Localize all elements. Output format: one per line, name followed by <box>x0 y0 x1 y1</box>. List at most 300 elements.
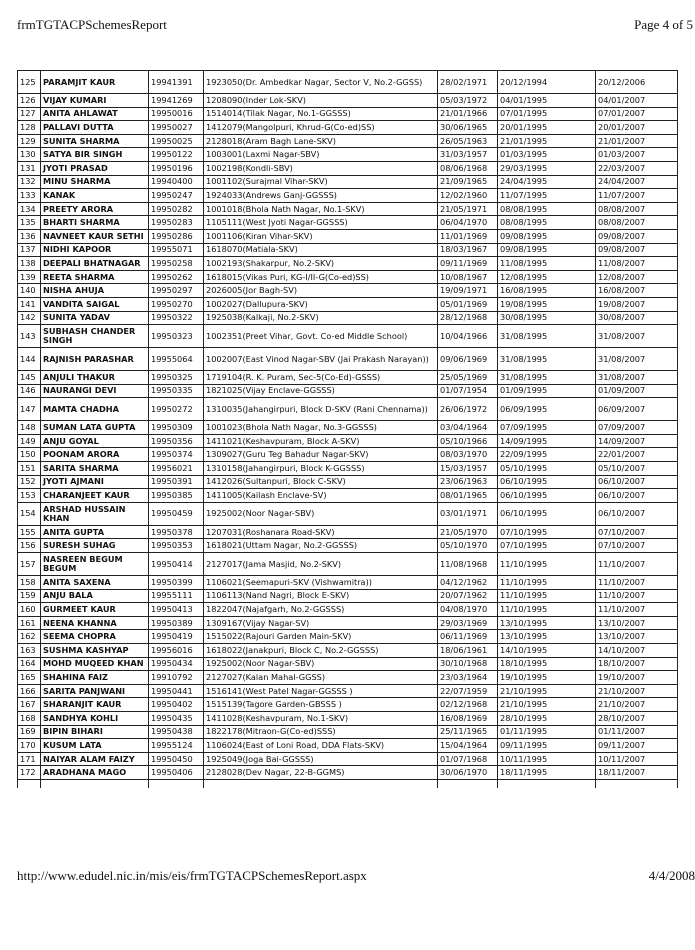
dob-cell: 09/06/1969 <box>438 348 498 371</box>
dob-cell: 25/11/1965 <box>438 725 498 739</box>
dob-cell: 06/04/1970 <box>438 216 498 230</box>
employee-id-cell: 19940400 <box>149 175 204 189</box>
dob-cell: 05/01/1969 <box>438 297 498 311</box>
acp-date-cell: 06/10/2007 <box>596 489 678 503</box>
school-cell: 1618022(Janakpuri, Block C, No.2-GGSSS) <box>204 644 438 658</box>
empty-cell <box>41 779 149 788</box>
serial-cell: 143 <box>18 325 41 348</box>
table-row <box>18 121 678 135</box>
dob-cell: 10/08/1967 <box>438 270 498 284</box>
employee-id-cell: 19955064 <box>149 348 204 371</box>
employee-id-cell: 19950389 <box>149 616 204 630</box>
joining-date-cell: 30/08/1995 <box>498 311 596 325</box>
employee-id-cell: 19950353 <box>149 539 204 553</box>
table-row <box>18 698 678 712</box>
employee-id-cell: 19950286 <box>149 229 204 243</box>
employee-id-cell: 19950378 <box>149 525 204 539</box>
dob-cell: 04/08/1970 <box>438 603 498 617</box>
employee-id-cell: 19950323 <box>149 325 204 348</box>
name-cell: VIJAY KUMARI <box>41 94 149 108</box>
acp-date-cell: 11/10/2007 <box>596 553 678 576</box>
serial-cell: 139 <box>18 270 41 284</box>
school-cell: 1618015(Vikas Puri, KG-I/II-G(Co-ed)SS) <box>204 270 438 284</box>
school-cell: 1618070(Matiala-SKV) <box>204 243 438 257</box>
name-cell: SHAHINA FAIZ <box>41 671 149 685</box>
school-cell: 1719104(R. K. Puram, Sec-5(Co-Ed)-GSSS) <box>204 371 438 385</box>
employee-id-cell: 19950027 <box>149 121 204 135</box>
dob-cell: 19/09/1971 <box>438 284 498 298</box>
acp-date-cell: 31/08/2007 <box>596 348 678 371</box>
serial-cell: 147 <box>18 398 41 421</box>
school-cell: 1002351(Preet Vihar, Govt. Co-ed Middle School) <box>204 325 438 348</box>
name-cell: MOHD MUQEED KHAN <box>41 657 149 671</box>
joining-date-cell: 29/03/1995 <box>498 161 596 175</box>
school-cell: 1002193(Shakarpur, No.2-SKV) <box>204 257 438 271</box>
employee-id-cell: 19950402 <box>149 698 204 712</box>
acp-date-cell: 21/10/2007 <box>596 698 678 712</box>
employee-id-cell: 19956016 <box>149 644 204 658</box>
school-cell: 1412026(Sultanpuri, Block C-SKV) <box>204 475 438 489</box>
acp-date-cell: 18/10/2007 <box>596 657 678 671</box>
employee-id-cell: 19950335 <box>149 384 204 398</box>
joining-date-cell: 09/08/1995 <box>498 243 596 257</box>
school-cell: 1822178(Mitraon-G(Co-ed)SSS) <box>204 725 438 739</box>
dob-cell: 29/03/1969 <box>438 616 498 630</box>
name-cell: GURMEET KAUR <box>41 603 149 617</box>
acp-date-cell: 06/09/2007 <box>596 398 678 421</box>
serial-cell: 136 <box>18 229 41 243</box>
serial-cell: 158 <box>18 576 41 590</box>
dob-cell: 30/10/1968 <box>438 657 498 671</box>
school-cell: 1001018(Bhola Nath Nagar, No.1-SKV) <box>204 202 438 216</box>
employee-id-cell: 19950459 <box>149 502 204 525</box>
table-row <box>18 475 678 489</box>
employee-id-cell: 19950414 <box>149 553 204 576</box>
dob-cell: 21/05/1970 <box>438 525 498 539</box>
acp-date-cell: 31/08/2007 <box>596 325 678 348</box>
employee-id-cell: 19950262 <box>149 270 204 284</box>
serial-cell: 153 <box>18 489 41 503</box>
joining-date-cell: 24/04/1995 <box>498 175 596 189</box>
dob-cell: 25/05/1969 <box>438 371 498 385</box>
serial-cell: 166 <box>18 684 41 698</box>
joining-date-cell: 07/09/1995 <box>498 421 596 435</box>
name-cell: POONAM ARORA <box>41 448 149 462</box>
acp-date-cell: 31/08/2007 <box>596 371 678 385</box>
joining-date-cell: 06/10/1995 <box>498 475 596 489</box>
acp-date-cell: 06/10/2007 <box>596 502 678 525</box>
name-cell: SATYA BIR SINGH <box>41 148 149 162</box>
table-row <box>18 371 678 385</box>
name-cell: ARADHANA MAGO <box>41 766 149 780</box>
joining-date-cell: 21/10/1995 <box>498 684 596 698</box>
dob-cell: 30/06/1970 <box>438 766 498 780</box>
employee-id-cell: 19950272 <box>149 398 204 421</box>
employee-id-cell: 19950435 <box>149 711 204 725</box>
employee-id-cell: 19941269 <box>149 94 204 108</box>
employee-id-cell: 19950441 <box>149 684 204 698</box>
serial-cell: 140 <box>18 284 41 298</box>
employee-id-cell: 19950322 <box>149 311 204 325</box>
acp-date-cell: 22/03/2007 <box>596 161 678 175</box>
name-cell: DEEPALI BHATNAGAR <box>41 257 149 271</box>
empty-cell <box>498 779 596 788</box>
school-cell: 2128018(Aram Bagh Lane-SKV) <box>204 134 438 148</box>
name-cell: NAVNEET KAUR SETHI <box>41 229 149 243</box>
table-row <box>18 576 678 590</box>
dob-cell: 26/06/1972 <box>438 398 498 421</box>
serial-cell: 157 <box>18 553 41 576</box>
serial-cell: 170 <box>18 739 41 753</box>
employee-id-cell: 19950450 <box>149 752 204 766</box>
acp-date-cell: 16/08/2007 <box>596 284 678 298</box>
name-cell: SUSHMA KASHYAP <box>41 644 149 658</box>
dob-cell: 04/12/1962 <box>438 576 498 590</box>
serial-cell: 171 <box>18 752 41 766</box>
joining-date-cell: 01/03/1995 <box>498 148 596 162</box>
acp-date-cell: 07/01/2007 <box>596 107 678 121</box>
table-row <box>18 671 678 685</box>
acp-date-cell: 08/08/2007 <box>596 216 678 230</box>
joining-date-cell: 11/10/1995 <box>498 603 596 617</box>
school-cell: 1310035(Jahangirpuri, Block D-SKV (Rani Chennama)) <box>204 398 438 421</box>
school-cell: 2127027(Kalan Mahal-GGSS) <box>204 671 438 685</box>
empty-cell <box>18 779 41 788</box>
serial-cell: 149 <box>18 434 41 448</box>
employee-id-cell: 19950406 <box>149 766 204 780</box>
school-cell: 1001106(Kiran Vihar-SKV) <box>204 229 438 243</box>
serial-cell: 134 <box>18 202 41 216</box>
serial-cell: 145 <box>18 371 41 385</box>
serial-cell: 151 <box>18 462 41 476</box>
school-cell: 1514014(Tilak Nagar, No.1-GGSSS) <box>204 107 438 121</box>
school-cell: 2026005(Jor Bagh-SV) <box>204 284 438 298</box>
acp-date-cell: 10/11/2007 <box>596 752 678 766</box>
name-cell: SUMAN LATA GUPTA <box>41 421 149 435</box>
table-row <box>18 539 678 553</box>
dob-cell: 06/11/1969 <box>438 630 498 644</box>
school-cell: 2127017(Jama Masjid, No.2-SKV) <box>204 553 438 576</box>
table-row-partial <box>18 779 678 788</box>
joining-date-cell: 04/01/1995 <box>498 94 596 108</box>
serial-cell: 155 <box>18 525 41 539</box>
joining-date-cell: 14/09/1995 <box>498 434 596 448</box>
name-cell: SEEMA CHOPRA <box>41 630 149 644</box>
page-number: Page 4 of 5 <box>634 17 693 32</box>
dob-cell: 23/03/1964 <box>438 671 498 685</box>
acp-date-cell: 13/10/2007 <box>596 616 678 630</box>
school-cell: 1208090(Inder Lok-SKV) <box>204 94 438 108</box>
name-cell: NISHA AHUJA <box>41 284 149 298</box>
dob-cell: 05/03/1972 <box>438 94 498 108</box>
serial-cell: 125 <box>18 71 41 94</box>
table-row <box>18 107 678 121</box>
name-cell: CHARANJEET KAUR <box>41 489 149 503</box>
employee-id-cell: 19950309 <box>149 421 204 435</box>
dob-cell: 15/03/1957 <box>438 462 498 476</box>
school-cell: 1925002(Noor Nagar-SBV) <box>204 502 438 525</box>
dob-cell: 22/07/1959 <box>438 684 498 698</box>
dob-cell: 31/03/1957 <box>438 148 498 162</box>
name-cell: ANJU GOYAL <box>41 434 149 448</box>
joining-date-cell: 19/10/1995 <box>498 671 596 685</box>
dob-cell: 16/08/1969 <box>438 711 498 725</box>
school-cell: 1309167(Vijay Nagar-SV) <box>204 616 438 630</box>
school-cell: 1515022(Rajouri Garden Main-SKV) <box>204 630 438 644</box>
table-row <box>18 644 678 658</box>
school-cell: 1106021(Seemapuri-SKV (Vishwamitra)) <box>204 576 438 590</box>
table-row <box>18 134 678 148</box>
report-table <box>17 70 678 788</box>
serial-cell: 131 <box>18 161 41 175</box>
name-cell: PALLAVI DUTTA <box>41 121 149 135</box>
dob-cell: 20/07/1962 <box>438 589 498 603</box>
table-row <box>18 398 678 421</box>
joining-date-cell: 20/01/1995 <box>498 121 596 135</box>
empty-cell <box>204 779 438 788</box>
acp-date-cell: 11/10/2007 <box>596 589 678 603</box>
serial-cell: 165 <box>18 671 41 685</box>
name-cell: SUBHASH CHANDER SINGH <box>41 325 149 348</box>
serial-cell: 167 <box>18 698 41 712</box>
acp-date-cell: 30/08/2007 <box>596 311 678 325</box>
table-row <box>18 175 678 189</box>
acp-date-cell: 13/10/2007 <box>596 630 678 644</box>
acp-date-cell: 07/09/2007 <box>596 421 678 435</box>
table-row <box>18 325 678 348</box>
dob-cell: 18/03/1967 <box>438 243 498 257</box>
serial-cell: 128 <box>18 121 41 135</box>
school-cell: 1411005(Kailash Enclave-SV) <box>204 489 438 503</box>
school-cell: 1923050(Dr. Ambedkar Nagar, Sector V, No.2-GGSS) <box>204 71 438 94</box>
name-cell: ANITA GUPTA <box>41 525 149 539</box>
serial-cell: 169 <box>18 725 41 739</box>
school-cell: 1925049(Joga Bai-GGSSS) <box>204 752 438 766</box>
name-cell: ANITA AHLAWAT <box>41 107 149 121</box>
acp-date-cell: 11/08/2007 <box>596 257 678 271</box>
school-cell: 1003001(Laxmi Nagar-SBV) <box>204 148 438 162</box>
serial-cell: 172 <box>18 766 41 780</box>
serial-cell: 162 <box>18 630 41 644</box>
name-cell: JYOTI AJMANI <box>41 475 149 489</box>
dob-cell: 08/06/1968 <box>438 161 498 175</box>
school-cell: 1618021(Uttam Nagar, No.2-GGSSS) <box>204 539 438 553</box>
dob-cell: 28/12/1968 <box>438 311 498 325</box>
dob-cell: 02/12/1968 <box>438 698 498 712</box>
employee-id-cell: 19950247 <box>149 189 204 203</box>
name-cell: BIPIN BIHARI <box>41 725 149 739</box>
employee-id-cell: 19955071 <box>149 243 204 257</box>
name-cell: KUSUM LATA <box>41 739 149 753</box>
report-title: frmTGTACPSchemesReport <box>17 17 167 32</box>
joining-date-cell: 11/10/1995 <box>498 589 596 603</box>
dob-cell: 28/02/1971 <box>438 71 498 94</box>
employee-id-cell: 19910792 <box>149 671 204 685</box>
school-cell: 1002198(Kondli-SBV) <box>204 161 438 175</box>
joining-date-cell: 19/08/1995 <box>498 297 596 311</box>
table-row <box>18 739 678 753</box>
acp-date-cell: 28/10/2007 <box>596 711 678 725</box>
table-row <box>18 462 678 476</box>
joining-date-cell: 01/11/1995 <box>498 725 596 739</box>
serial-cell: 161 <box>18 616 41 630</box>
name-cell: ANITA SAXENA <box>41 576 149 590</box>
report-table-body <box>18 71 678 788</box>
acp-date-cell: 14/10/2007 <box>596 644 678 658</box>
joining-date-cell: 06/09/1995 <box>498 398 596 421</box>
serial-cell: 137 <box>18 243 41 257</box>
empty-cell <box>438 779 498 788</box>
serial-cell: 148 <box>18 421 41 435</box>
acp-date-cell: 05/10/2007 <box>596 462 678 476</box>
table-row <box>18 270 678 284</box>
dob-cell: 09/11/1969 <box>438 257 498 271</box>
name-cell: NIDHI KAPOOR <box>41 243 149 257</box>
employee-id-cell: 19950297 <box>149 284 204 298</box>
table-row <box>18 589 678 603</box>
serial-cell: 126 <box>18 94 41 108</box>
dob-cell: 18/06/1961 <box>438 644 498 658</box>
joining-date-cell: 16/08/1995 <box>498 284 596 298</box>
acp-date-cell: 19/08/2007 <box>596 297 678 311</box>
school-cell: 1411021(Keshavpuram, Block A-SKV) <box>204 434 438 448</box>
name-cell: PARAMJIT KAUR <box>41 71 149 94</box>
joining-date-cell: 12/08/1995 <box>498 270 596 284</box>
name-cell: ANJULI THAKUR <box>41 371 149 385</box>
name-cell: SANDHYA KOHLI <box>41 711 149 725</box>
serial-cell: 133 <box>18 189 41 203</box>
dob-cell: 05/10/1970 <box>438 539 498 553</box>
acp-date-cell: 01/11/2007 <box>596 725 678 739</box>
name-cell: NASREEN BEGUM BEGUM <box>41 553 149 576</box>
joining-date-cell: 06/10/1995 <box>498 489 596 503</box>
name-cell: MAMTA CHADHA <box>41 398 149 421</box>
dob-cell: 05/10/1966 <box>438 434 498 448</box>
school-cell: 1822047(Najafgarh, No.2-GGSSS) <box>204 603 438 617</box>
dob-cell: 10/04/1966 <box>438 325 498 348</box>
acp-date-cell: 04/01/2007 <box>596 94 678 108</box>
joining-date-cell: 11/10/1995 <box>498 576 596 590</box>
serial-cell: 159 <box>18 589 41 603</box>
serial-cell: 164 <box>18 657 41 671</box>
school-cell: 1106113(Nand Nagri, Block E-SKV) <box>204 589 438 603</box>
serial-cell: 152 <box>18 475 41 489</box>
serial-cell: 142 <box>18 311 41 325</box>
serial-cell: 130 <box>18 148 41 162</box>
name-cell: ARSHAD HUSSAIN KHAN <box>41 502 149 525</box>
employee-id-cell: 19941391 <box>149 71 204 94</box>
joining-date-cell: 18/10/1995 <box>498 657 596 671</box>
table-row <box>18 525 678 539</box>
table-row <box>18 502 678 525</box>
joining-date-cell: 13/10/1995 <box>498 630 596 644</box>
serial-cell: 132 <box>18 175 41 189</box>
table-row <box>18 766 678 780</box>
table-row <box>18 684 678 698</box>
name-cell: PREETY ARORA <box>41 202 149 216</box>
name-cell: BHARTI SHARMA <box>41 216 149 230</box>
employee-id-cell: 19950025 <box>149 134 204 148</box>
table-row <box>18 94 678 108</box>
dob-cell: 03/04/1964 <box>438 421 498 435</box>
table-row <box>18 348 678 371</box>
acp-date-cell: 20/01/2007 <box>596 121 678 135</box>
employee-id-cell: 19950283 <box>149 216 204 230</box>
dob-cell: 01/07/1954 <box>438 384 498 398</box>
serial-cell: 150 <box>18 448 41 462</box>
serial-cell: 160 <box>18 603 41 617</box>
joining-date-cell: 14/10/1995 <box>498 644 596 658</box>
joining-date-cell: 06/10/1995 <box>498 502 596 525</box>
table-row <box>18 229 678 243</box>
serial-cell: 135 <box>18 216 41 230</box>
joining-date-cell: 09/08/1995 <box>498 229 596 243</box>
employee-id-cell: 19950270 <box>149 297 204 311</box>
name-cell: VANDITA SAIGAL <box>41 297 149 311</box>
acp-date-cell: 20/12/2006 <box>596 71 678 94</box>
school-cell: 1207031(Roshanara Road-SKV) <box>204 525 438 539</box>
employee-id-cell: 19950325 <box>149 371 204 385</box>
dob-cell: 03/01/1971 <box>438 502 498 525</box>
acp-date-cell: 01/09/2007 <box>596 384 678 398</box>
joining-date-cell: 11/08/1995 <box>498 257 596 271</box>
serial-cell: 144 <box>18 348 41 371</box>
name-cell: SURESH SUHAG <box>41 539 149 553</box>
acp-date-cell: 18/11/2007 <box>596 766 678 780</box>
employee-id-cell: 19950374 <box>149 448 204 462</box>
serial-cell: 138 <box>18 257 41 271</box>
school-cell: 1106024(East of Loni Road, DDA Flats-SKV) <box>204 739 438 753</box>
employee-id-cell: 19950419 <box>149 630 204 644</box>
acp-date-cell: 24/04/2007 <box>596 175 678 189</box>
table-row <box>18 657 678 671</box>
employee-id-cell: 19955124 <box>149 739 204 753</box>
acp-date-cell: 01/03/2007 <box>596 148 678 162</box>
table-row <box>18 603 678 617</box>
school-cell: 1002007(East Vinod Nagar-SBV (Jai Prakash Narayan)) <box>204 348 438 371</box>
serial-cell: 163 <box>18 644 41 658</box>
table-row <box>18 311 678 325</box>
dob-cell: 21/01/1966 <box>438 107 498 121</box>
acp-date-cell: 09/11/2007 <box>596 739 678 753</box>
name-cell: JYOTI PRASAD <box>41 161 149 175</box>
joining-date-cell: 10/11/1995 <box>498 752 596 766</box>
dob-cell: 26/05/1963 <box>438 134 498 148</box>
table-row <box>18 711 678 725</box>
table-row <box>18 161 678 175</box>
empty-cell <box>596 779 678 788</box>
employee-id-cell: 19950016 <box>149 107 204 121</box>
acp-date-cell: 08/08/2007 <box>596 202 678 216</box>
school-cell: 1821025(Vijay Enclave-GGSSS) <box>204 384 438 398</box>
name-cell: SHARANJIT KAUR <box>41 698 149 712</box>
acp-date-cell: 21/01/2007 <box>596 134 678 148</box>
school-cell: 1002027(Dallupura-SKV) <box>204 297 438 311</box>
dob-cell: 15/04/1964 <box>438 739 498 753</box>
acp-date-cell: 22/01/2007 <box>596 448 678 462</box>
name-cell: NAIYAR ALAM FAIZY <box>41 752 149 766</box>
name-cell: NEENA KHANNA <box>41 616 149 630</box>
joining-date-cell: 07/10/1995 <box>498 525 596 539</box>
acp-date-cell: 19/10/2007 <box>596 671 678 685</box>
print-date: 4/4/2008 <box>648 868 695 883</box>
school-cell: 1925038(Kalkaji, No.2-SKV) <box>204 311 438 325</box>
name-cell: KANAK <box>41 189 149 203</box>
table-row <box>18 384 678 398</box>
dob-cell: 08/01/1965 <box>438 489 498 503</box>
joining-date-cell: 09/11/1995 <box>498 739 596 753</box>
serial-cell: 141 <box>18 297 41 311</box>
